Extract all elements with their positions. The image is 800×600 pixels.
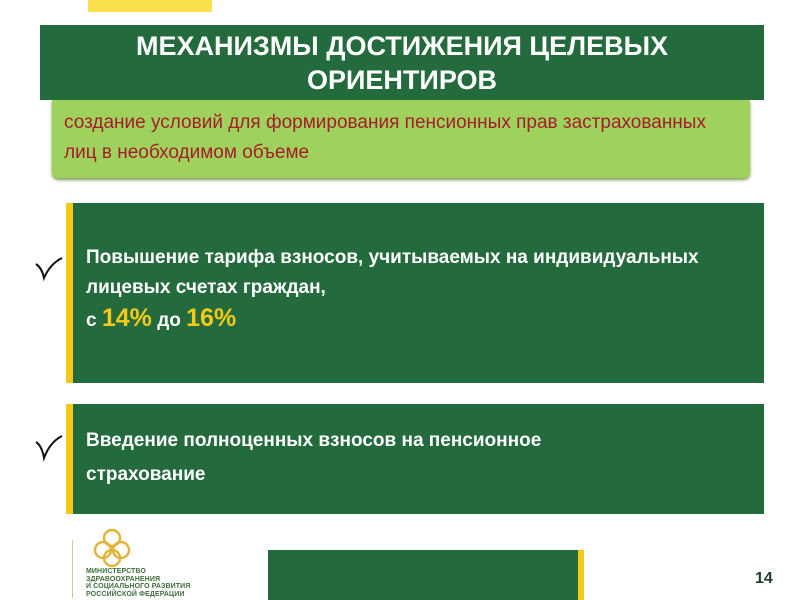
subtitle-text: создание условий для формирования пенсионных прав застрахованных лиц в необходимом объеме xyxy=(64,112,706,163)
item-text: Повышение тарифа взносов, учитываемых на индивидуальных лицевых счетах граждан, xyxy=(86,247,699,298)
item-to-word: до xyxy=(157,310,181,331)
item-line-2: страхование xyxy=(86,464,206,485)
ministry-line-1: МИНИСТЕРСТВО xyxy=(86,568,146,575)
item-from-value: 14% xyxy=(101,304,152,332)
ministry-logo xyxy=(82,528,252,600)
item-card-tariff xyxy=(66,203,764,383)
top-accent-tab xyxy=(88,0,212,12)
ministry-line-2: ЗДРАВООХРАНЕНИЯ xyxy=(86,575,161,583)
ministry-line-4: РОССИЙСКОЙ ФЕДЕРАЦИИ xyxy=(86,590,185,598)
ministry-line-3: И СОЦИАЛЬНОГО РАЗВИТИЯ xyxy=(86,583,191,590)
check-icon xyxy=(34,254,64,284)
item-to-value: 16% xyxy=(186,304,237,332)
page-number: 14 xyxy=(755,570,773,587)
ministry-name xyxy=(86,568,256,598)
subtitle-box xyxy=(52,100,750,178)
check-icon xyxy=(34,432,64,462)
item-card-contributions xyxy=(66,404,764,514)
bottom-decor-bar xyxy=(268,550,584,600)
slide-title: МЕХАНИЗМЫ ДОСТИЖЕНИЯ ЦЕЛЕВЫХ ОРИЕНТИРОВ xyxy=(40,25,764,100)
item-from-word: с xyxy=(86,310,97,331)
ministry-emblem-icon xyxy=(90,528,134,568)
item-line-1: Введение полноценных взносов на пенсионное xyxy=(86,430,542,451)
logo-divider xyxy=(72,540,73,598)
